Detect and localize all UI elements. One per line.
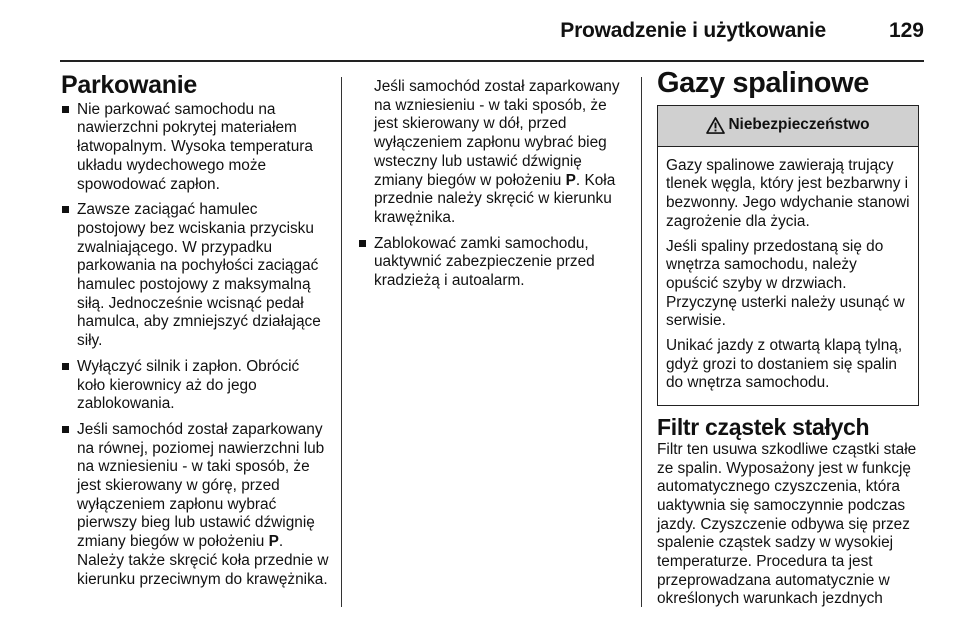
list-item xyxy=(358,235,626,291)
list-item xyxy=(61,101,329,195)
list-item-text-before: Jeśli samochód został zaparkowany na równej, poziomej nawierzchni lub na wzniesieniu - w taki sposób, że jest skierowany w górę, przed wyłączeniem zapłonu wybrać pierwszy bieg lub ustawić dźwignię zmiany biegów w położeniu xyxy=(77,420,325,551)
list-item xyxy=(61,421,329,589)
danger-paragraph: Unikać jazdy z otwartą klapą tylną, gdyż grozi to dostaniem się spalin do wnętrza samochodu. xyxy=(666,337,903,392)
exhaust-title: Gazy spalinowe xyxy=(657,67,869,99)
gear-position-p: P xyxy=(565,171,576,189)
list-item-text: Wyłączyć silnik i zapłon. Obrócić koło kierownicy aż do jego zablokowania. xyxy=(77,357,300,413)
danger-header xyxy=(658,106,918,147)
bullet-icon xyxy=(359,240,366,247)
parking-list xyxy=(61,101,329,590)
column-2 xyxy=(358,78,626,298)
header-rule xyxy=(60,60,924,62)
danger-label: Niebezpieczeństwo xyxy=(728,116,870,134)
list-item-text: Nie parkować samochodu na nawierzchni pokrytej materiałem łatwopalnym. Wysoka temperatura układu wydechowego może spowodować zapłon. xyxy=(77,100,313,193)
filter-title: Filtr cząstek stałych xyxy=(657,414,870,441)
parking-title: Parkowanie xyxy=(61,71,197,99)
list-item xyxy=(61,358,329,414)
continuation-text-before: Jeśli samochód został zaparkowany na wzniesieniu - w taki sposób, że jest skierowany w dół, przed wyłączeniem zapłonu wybrać bieg wsteczny lub ustawić dźwignię zmiany biegów w położeniu xyxy=(374,78,620,189)
warning-triangle-icon xyxy=(706,117,725,134)
danger-paragraph: Jeśli spaliny przedostaną się do wnętrza samochodu, należy opuścić szyby w drzwiach. Przyczynę usterki należy usunąć w serwisie. xyxy=(666,237,905,330)
continuation-text-after: . Koła przednie należy skręcić w kierunku krawężnika. xyxy=(374,171,616,226)
column-divider-1 xyxy=(341,77,342,607)
bullet-icon xyxy=(62,206,69,213)
filter-text: Filtr ten usuwa szkodliwe cząstki stałe ze spalin. Wyposażony jest w funkcję automatycznego czyszczenia, która uaktywnia się samoczynnie podczas jazdy. Czyszczenie odbywa się przez spalenie cząstek sadzy w wysokiej temperaturze. Procedura ta jest przeprowadzana automatycznie w określonych warunkach jezdnych xyxy=(657,440,917,608)
bullet-icon xyxy=(62,426,69,433)
page-number: 129 xyxy=(888,19,924,42)
list-item-text-after: . Należy także skręcić koła przednie w kierunku przeciwnym do krawężnika. xyxy=(77,533,329,588)
column-3 xyxy=(657,67,923,609)
danger-paragraph: Gazy spalinowe zawierają trujący tlenek węgla, który jest bezbarwny i bezwonny. Jego wdychanie stanowi zagrożenie dla życia. xyxy=(666,156,910,230)
list-item xyxy=(61,201,329,351)
parking-list-continued xyxy=(358,235,626,291)
list-item-text: Zablokować zamki samochodu, uaktywnić zabezpieczenie przed kradzieżą i autoalarm. xyxy=(374,234,595,290)
gear-position-p: P xyxy=(268,533,279,551)
column-1 xyxy=(61,72,329,596)
list-item-continuation xyxy=(358,78,626,228)
bullet-icon xyxy=(62,106,69,113)
column-divider-2 xyxy=(641,77,642,607)
header-title: Prowadzenie i użytkowanie xyxy=(560,19,826,42)
list-item-text: Zawsze zaciągać hamulec postojowy bez wciskania przycisku zwalniającego. W przypadku parkowania na pochyłości zaciągać hamulec postojowy z maksymalną siłą. Jednocześnie wcisnąć pedał hamulca, aby zmniejszyć działające siły. xyxy=(77,201,321,350)
danger-body xyxy=(658,147,918,405)
danger-box xyxy=(657,105,919,406)
bullet-icon xyxy=(62,363,69,370)
